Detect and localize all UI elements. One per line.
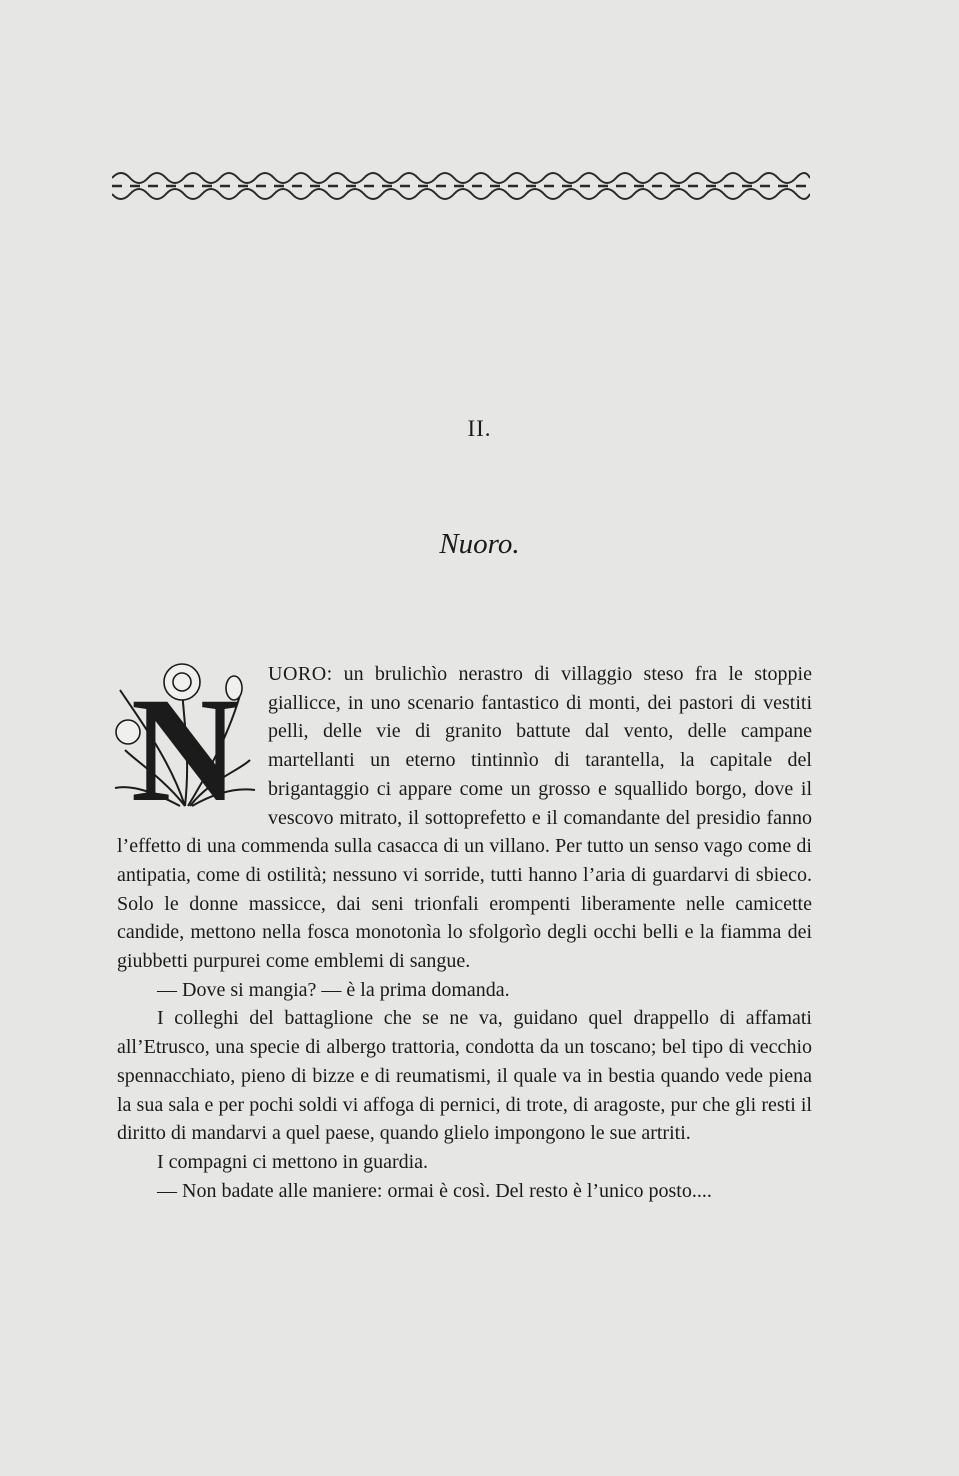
dropcap-letter: N [130,667,240,808]
decorative-border-ornament [112,164,810,204]
chapter-title: Nuoro. [439,528,520,560]
paragraph-3: I colleghi del battaglione che se ne va, guidano quel drappello di affamati all’Etrusco, una specie di albergo trattoria, condotta da un toscano; bel tipo di vecchio spennacchiato, pieno di bizze e di reumatismi, il quale va in bestia quando vede piena la sua sala e per pochi soldi vi affoga di pernici, di trote, di aragoste, pur che gli resti il diritto di mandarvi a quel paese, quando glielo impongono le sue artriti. [117,1007,812,1145]
paragraph-2: — Dove si mangia? — è la prima domanda. [157,978,510,1001]
paragraph-1-smallcaps: UORO [268,663,327,685]
chapter-number: II. [467,416,492,441]
body-text [117,660,812,1205]
dropcap-illustration [110,660,260,808]
carnation-flower-icon [110,660,260,808]
paragraph-1-text: : un brulichìo nerastro di villaggio steso fra le stoppie giallicce, in uno scenario fantastico di monti, dei pastori di vestiti pelli, delle vie di granito battute dal vento, delle campane martellanti un eterno tintinnìo di tarantella, la capitale del brigantaggio ci appare come un grosso e squallido borgo, dove il vescovo mitrato, il sottoprefetto e il comandante del presidio fanno l’effetto di una commenda sulla casacca di un villano. Per tutto un senso vago come di antipatia, come di ostilità; nessuno vi sorride, tutti hanno l’aria di guardarvi di sbieco. Solo le donne massicce, dai seni trionfali erompenti liberamente nelle camicette candide, mettono nella fosca monotonìa lo sfolgorìo degli occhi belli e la fiamma dei giubbetti purpurei come emblemi di sangue. [117,663,812,973]
paragraph-5: — Non badate alle maniere: ormai è così. Del resto è l’unico posto.... [157,1179,712,1202]
paragraph-4: I compagni ci mettono in guardia. [157,1150,429,1173]
